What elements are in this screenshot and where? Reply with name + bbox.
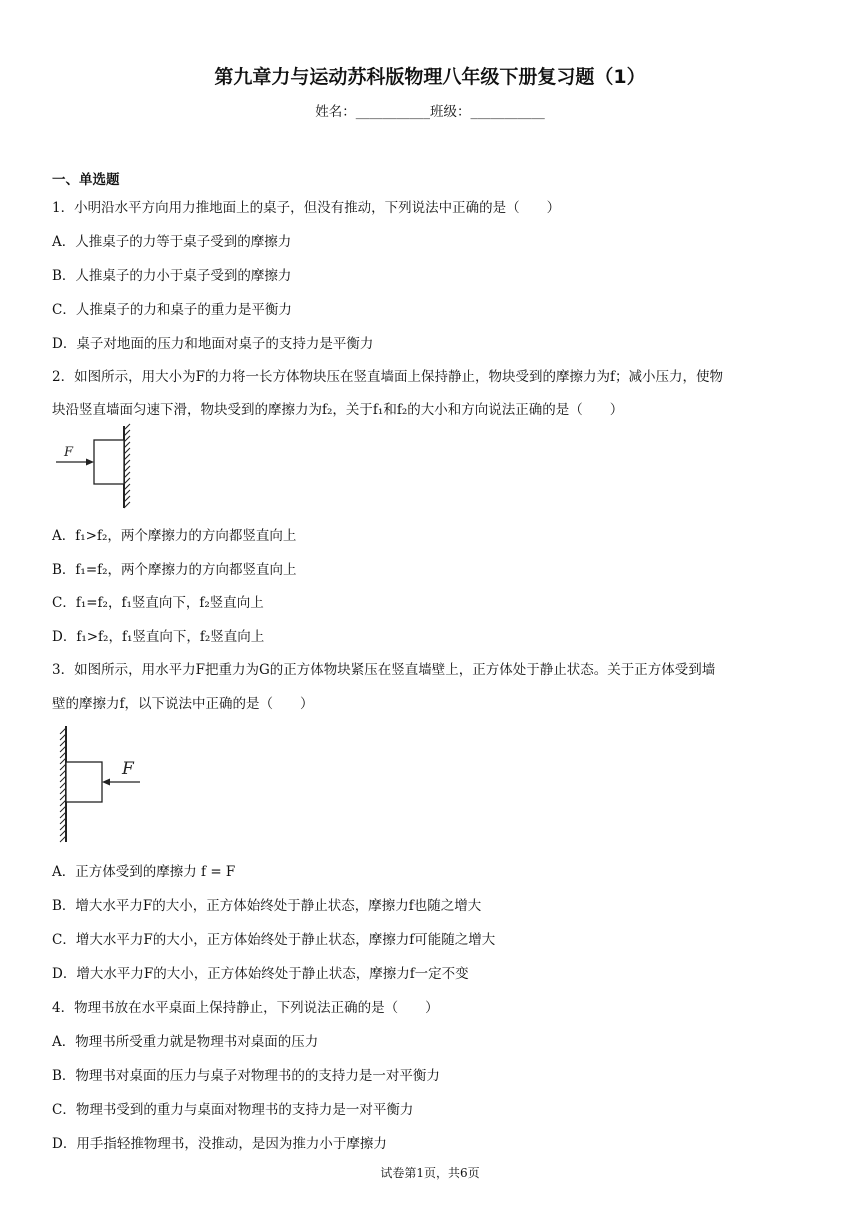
q1-option-c: C．人推桌子的力和桌子的重力是平衡力 [52, 302, 292, 318]
q2-stem-line1: 2．如图所示，用大小为F的力将一长方体物块压在竖直墙面上保持静止，物块受到的摩擦力为f；减小压力，使物 [52, 369, 723, 385]
q4-option-c: C．物理书受到的重力与桌面对物理书的支持力是一对平衡力 [52, 1102, 414, 1118]
q2-option-c: C．f₁=f₂，f₁竖直向下，f₂竖直向上 [52, 595, 264, 611]
q3-stem-line1: 3．如图所示，用水平力F把重力为G的正方体物块紧压在竖直墙壁上，正方体处于静止状态。关于正方体受到墙 [52, 662, 716, 678]
section-heading: 一、单选题 [52, 172, 120, 188]
q2-stem-line2: 块沿竖直墙面匀速下滑，物块受到的摩擦力为f₂，关于f₁和f₂的大小和方向说法正确的是（ ） [52, 402, 624, 418]
q3-option-b: B．增大水平力F的大小，正方体始终处于静止状态，摩擦力f也随之增大 [52, 898, 482, 914]
q1-option-b: B．人推桌子的力小于桌子受到的摩擦力 [52, 268, 292, 284]
q4-stem: 4．物理书放在水平桌面上保持静止，下列说法正确的是（ ） [52, 1000, 439, 1016]
q3-option-d: D．增大水平力F的大小，正方体始终处于静止状态，摩擦力f一定不变 [52, 966, 469, 982]
q1-option-a: A．人推桌子的力等于桌子受到的摩擦力 [52, 234, 292, 250]
q2-force-label: F [64, 445, 74, 460]
q2-option-a: A．f₁>f₂，两个摩擦力的方向都竖直向上 [52, 528, 297, 544]
q3-force-label: F [122, 759, 134, 779]
q3-figure [52, 722, 152, 846]
q2-option-d: D．f₁>f₂，f₁竖直向下，f₂竖直向上 [52, 629, 265, 645]
q3-cube [66, 762, 102, 802]
q2-block [94, 440, 124, 484]
page-title: 第九章力与运动苏科版物理八年级下册复习题（1） [214, 66, 646, 88]
q1-stem: 1．小明沿水平方向用力推地面上的桌子，但没有推动，下列说法中正确的是（ ） [52, 200, 561, 216]
q3-stem-line2: 壁的摩擦力f，以下说法中正确的是（ ） [52, 696, 314, 712]
page-footer: 试卷第1页，共6页 [380, 1166, 480, 1180]
name-class-line: 姓名：___________班级：___________ [315, 104, 545, 120]
q4-option-d: D．用手指轻推物理书，没推动，是因为推力小于摩擦力 [52, 1136, 387, 1152]
q3-option-c: C．增大水平力F的大小，正方体始终处于静止状态，摩擦力f可能随之增大 [52, 932, 496, 948]
q2-figure [52, 422, 142, 512]
q2-option-b: B．f₁=f₂，两个摩擦力的方向都竖直向上 [52, 562, 297, 578]
q1-option-d: D．桌子对地面的压力和地面对桌子的支持力是平衡力 [52, 336, 374, 352]
q4-option-a: A．物理书所受重力就是物理书对桌面的压力 [52, 1034, 319, 1050]
q3-option-a: A．正方体受到的摩擦力 f = F [52, 864, 236, 880]
q4-option-b: B．物理书对桌面的压力与桌子对物理书的的支持力是一对平衡力 [52, 1068, 440, 1084]
